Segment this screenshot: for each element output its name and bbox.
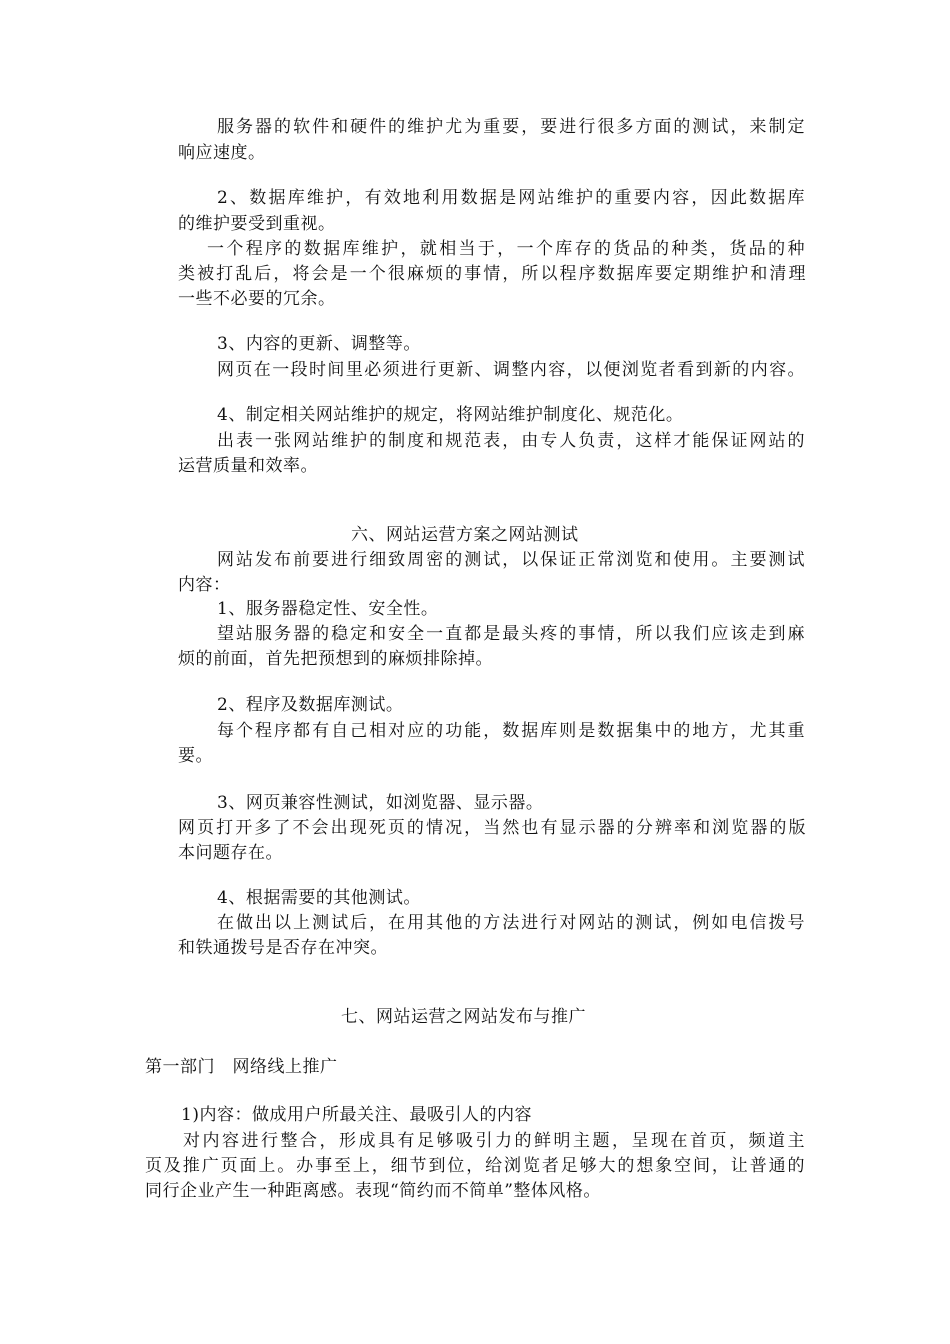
paragraph-line: 服务器的软件和硬件的维护尤为重要，要进行很多方面的测试，来制定 (217, 117, 805, 137)
paragraph-line: 网页在一段时间里必须进行更新、调整内容，以便浏览者看到新的内容。 (217, 360, 805, 380)
paragraph-line: 4、根据需要的其他测试。 (217, 888, 421, 908)
paragraph-line: 3、内容的更新、调整等。 (217, 334, 421, 354)
paragraph-line: 烦的前面，首先把预想到的麻烦排除掉。 (178, 649, 493, 669)
paragraph-line: 1)内容：做成用户所最关注、最吸引人的内容 (181, 1105, 532, 1125)
paragraph-line: 要。 (178, 746, 213, 766)
section-heading: 七、网站运营之网站发布与推广 (341, 1007, 586, 1027)
paragraph-line: 网站发布前要进行细致周密的测试，以保证正常浏览和使用。主要测试 (217, 550, 805, 570)
paragraph-line: 页及推广页面上。办事至上，细节到位，给浏览者足够大的想象空间，让普通的 (145, 1156, 805, 1176)
paragraph-line: 和铁通拨号是否存在冲突。 (178, 938, 388, 958)
paragraph-line: 2、数据库维护，有效地利用数据是网站维护的重要内容，因此数据库 (217, 188, 805, 208)
paragraph-line: 1、服务器稳定性、安全性。 (217, 599, 439, 619)
paragraph-line: 同行企业产生一种距离感。表现“简约而不简单”整体风格。 (145, 1181, 601, 1201)
paragraph-line: 运营质量和效率。 (178, 456, 318, 476)
paragraph-line: 本问题存在。 (178, 843, 283, 863)
paragraph-line: 每个程序都有自己相对应的功能，数据库则是数据集中的地方，尤其重 (217, 721, 805, 741)
paragraph-line: 网页打开多了不会出现死页的情况，当然也有显示器的分辨率和浏览器的版 (178, 818, 806, 838)
paragraph-line: 的维护要受到重视。 (178, 214, 336, 234)
paragraph-line: 在做出以上测试后，在用其他的方法进行对网站的测试，例如电信拨号 (217, 913, 805, 933)
paragraph-line: 类被打乱后，将会是一个很麻烦的事情，所以程序数据库要定期维护和清理 (178, 264, 806, 284)
subsection-heading: 第一部门 网络线上推广 (145, 1057, 338, 1077)
paragraph-line: 一些不必要的冗余。 (178, 289, 336, 309)
paragraph-line: 出表一张网站维护的制度和规范表，由专人负责，这样才能保证网站的 (217, 431, 805, 451)
section-heading: 六、网站运营方案之网站测试 (351, 525, 579, 545)
paragraph-line: 一个程序的数据库维护，就相当于，一个库存的货品的种类，货品的种 (207, 239, 805, 259)
paragraph-line: 内容： (178, 575, 231, 595)
paragraph-line: 4、制定相关网站维护的规定，将网站维护制度化、规范化。 (217, 405, 684, 425)
paragraph-line: 对内容进行整合，形成具有足够吸引力的鲜明主题，呈现在首页，频道主 (183, 1131, 805, 1151)
paragraph-line: 响应速度。 (178, 143, 266, 163)
paragraph-line: 2、程序及数据库测试。 (217, 695, 404, 715)
paragraph-line: 3、网页兼容性测试，如浏览器、显示器。 (217, 793, 544, 813)
paragraph-line: 望站服务器的稳定和安全一直都是最头疼的事情，所以我们应该走到麻 (217, 624, 805, 644)
